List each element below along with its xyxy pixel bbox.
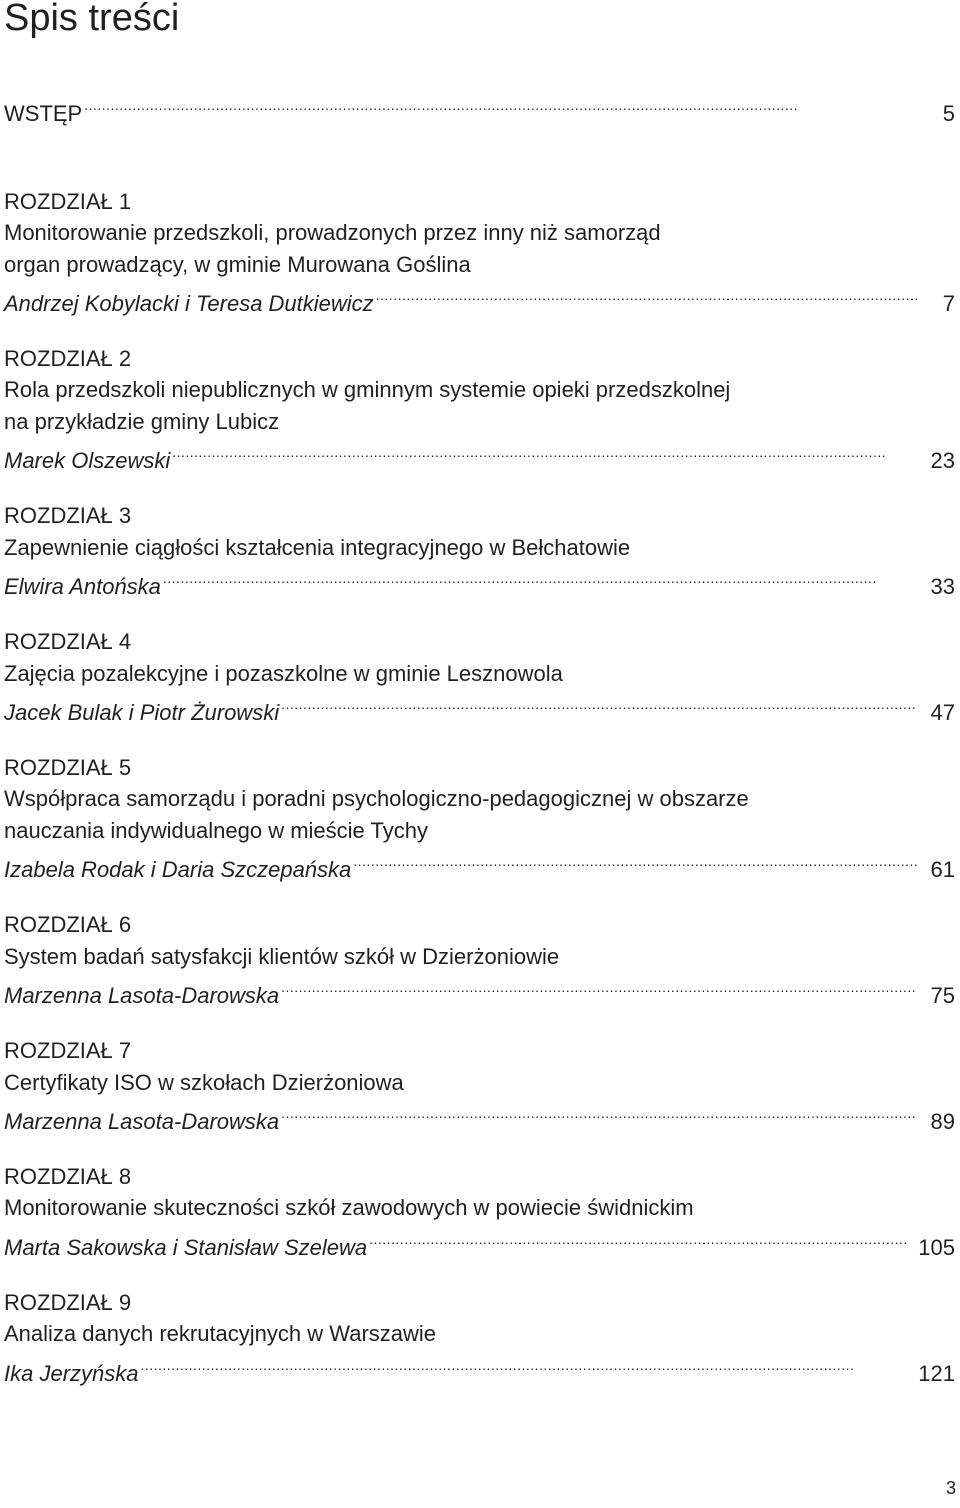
toc-entry-chapter-7 bbox=[4, 1035, 955, 1135]
page-title: Spis treści bbox=[4, 0, 180, 39]
intro-label: WSTĘP bbox=[4, 101, 83, 127]
dot-leader bbox=[367, 1224, 906, 1255]
chapter-heading: ROZDZIAŁ 5 bbox=[4, 755, 132, 781]
chapter-page-number: 33 bbox=[930, 574, 955, 600]
dot-leader bbox=[279, 1098, 917, 1129]
chapter-page-number: 7 bbox=[942, 291, 955, 317]
chapter-author: Jacek Bulak i Piotr Żurowski bbox=[4, 700, 280, 726]
chapter-heading: ROZDZIAŁ 8 bbox=[4, 1164, 132, 1190]
chapter-title-line: Monitorowanie przedszkoli, prowadzonych przez inny niż samorząd bbox=[4, 220, 661, 246]
toc-entry-chapter-3 bbox=[4, 500, 955, 600]
chapter-title-line: na przykładzie gminy Lubicz bbox=[4, 408, 280, 434]
chapter-author: Ika Jerzyńska bbox=[4, 1360, 139, 1386]
toc-entry-chapter-6 bbox=[4, 909, 955, 1009]
toc-intro-entry bbox=[4, 90, 955, 186]
table-of-contents bbox=[4, 90, 955, 1413]
chapter-page-number: 89 bbox=[930, 1109, 955, 1135]
chapter-author: Marek Olszewski bbox=[4, 448, 171, 474]
dot-leader bbox=[279, 689, 917, 720]
dot-leader bbox=[161, 563, 917, 594]
chapter-title-line: Zajęcia pozalekcyjne i pozaszkolne w gminie Lesznowola bbox=[4, 660, 563, 686]
dot-leader bbox=[279, 972, 917, 1003]
toc-intro-row bbox=[4, 90, 955, 127]
chapter-heading: ROZDZIAŁ 3 bbox=[4, 503, 132, 529]
chapter-heading: ROZDZIAŁ 4 bbox=[4, 629, 132, 655]
page-number: 3 bbox=[945, 1478, 956, 1498]
chapter-heading: ROZDZIAŁ 7 bbox=[4, 1038, 132, 1064]
chapter-page-number: 121 bbox=[918, 1360, 955, 1386]
chapter-title-line: Analiza danych rekrutacyjnych w Warszawie bbox=[4, 1321, 437, 1347]
chapter-author: Andrzej Kobylacki i Teresa Dutkiewicz bbox=[4, 291, 374, 317]
chapter-page-number: 105 bbox=[918, 1235, 955, 1261]
chapter-title-line: organ prowadzący, w gminie Murowana Goślina bbox=[4, 251, 471, 277]
chapter-title-line: Monitorowanie skuteczności szkół zawodowych w powiecie świdnickim bbox=[4, 1195, 694, 1221]
chapter-heading: ROZDZIAŁ 9 bbox=[4, 1290, 132, 1316]
chapter-heading: ROZDZIAŁ 2 bbox=[4, 346, 132, 372]
dot-leader bbox=[374, 280, 917, 311]
dot-leader bbox=[351, 846, 917, 877]
chapter-page-number: 61 bbox=[930, 857, 955, 883]
author-row bbox=[4, 689, 955, 726]
toc-entry-chapter-5 bbox=[4, 752, 955, 883]
chapter-author: Izabela Rodak i Daria Szczepańska bbox=[4, 857, 352, 883]
author-row bbox=[4, 280, 955, 317]
chapter-title-line: Rola przedszkoli niepublicznych w gminnym systemie opieki przedszkolnej bbox=[4, 377, 731, 403]
dot-leader bbox=[170, 437, 917, 468]
chapter-title-line: Certyfikaty ISO w szkołach Dzierżoniowa bbox=[4, 1069, 404, 1095]
toc-entry-chapter-4 bbox=[4, 626, 955, 726]
author-row bbox=[4, 1224, 955, 1261]
chapter-title-line: nauczania indywidualnego w mieście Tychy bbox=[4, 817, 428, 843]
chapter-page-number: 47 bbox=[930, 700, 955, 726]
intro-page-number: 5 bbox=[942, 101, 955, 127]
chapter-heading: ROZDZIAŁ 1 bbox=[4, 189, 132, 214]
chapter-author: Marzenna Lasota-Darowska bbox=[4, 983, 280, 1009]
chapter-author: Marzenna Lasota-Darowska bbox=[4, 1109, 280, 1135]
author-row bbox=[4, 563, 955, 600]
chapter-title-line: System badań satysfakcji klientów szkół w Dzierżoniowie bbox=[4, 943, 560, 969]
chapter-author: Marta Sakowska i Stanisław Szelewa bbox=[4, 1235, 368, 1261]
author-row bbox=[4, 1098, 955, 1135]
chapter-page-number: 75 bbox=[930, 983, 955, 1009]
chapter-page-number: 23 bbox=[930, 448, 955, 474]
toc-entry-chapter-1 bbox=[4, 186, 955, 317]
author-row bbox=[4, 1350, 955, 1386]
chapter-title-line: Współpraca samorządu i poradni psychologiczno-pedagogicznej w obszarze bbox=[4, 786, 749, 812]
author-row bbox=[4, 437, 955, 474]
toc-entry-chapter-2 bbox=[4, 343, 955, 474]
chapter-title-line: Zapewnienie ciągłości kształcenia integracyjnego w Bełchatowie bbox=[4, 534, 631, 560]
dot-leader bbox=[82, 90, 917, 121]
toc-entry-chapter-9 bbox=[4, 1287, 955, 1386]
dot-leader bbox=[139, 1350, 907, 1381]
author-row bbox=[4, 972, 955, 1009]
toc-entry-chapter-8 bbox=[4, 1161, 955, 1261]
chapter-author: Elwira Antońska bbox=[4, 574, 161, 600]
chapter-heading: ROZDZIAŁ 6 bbox=[4, 912, 132, 938]
author-row bbox=[4, 846, 955, 883]
